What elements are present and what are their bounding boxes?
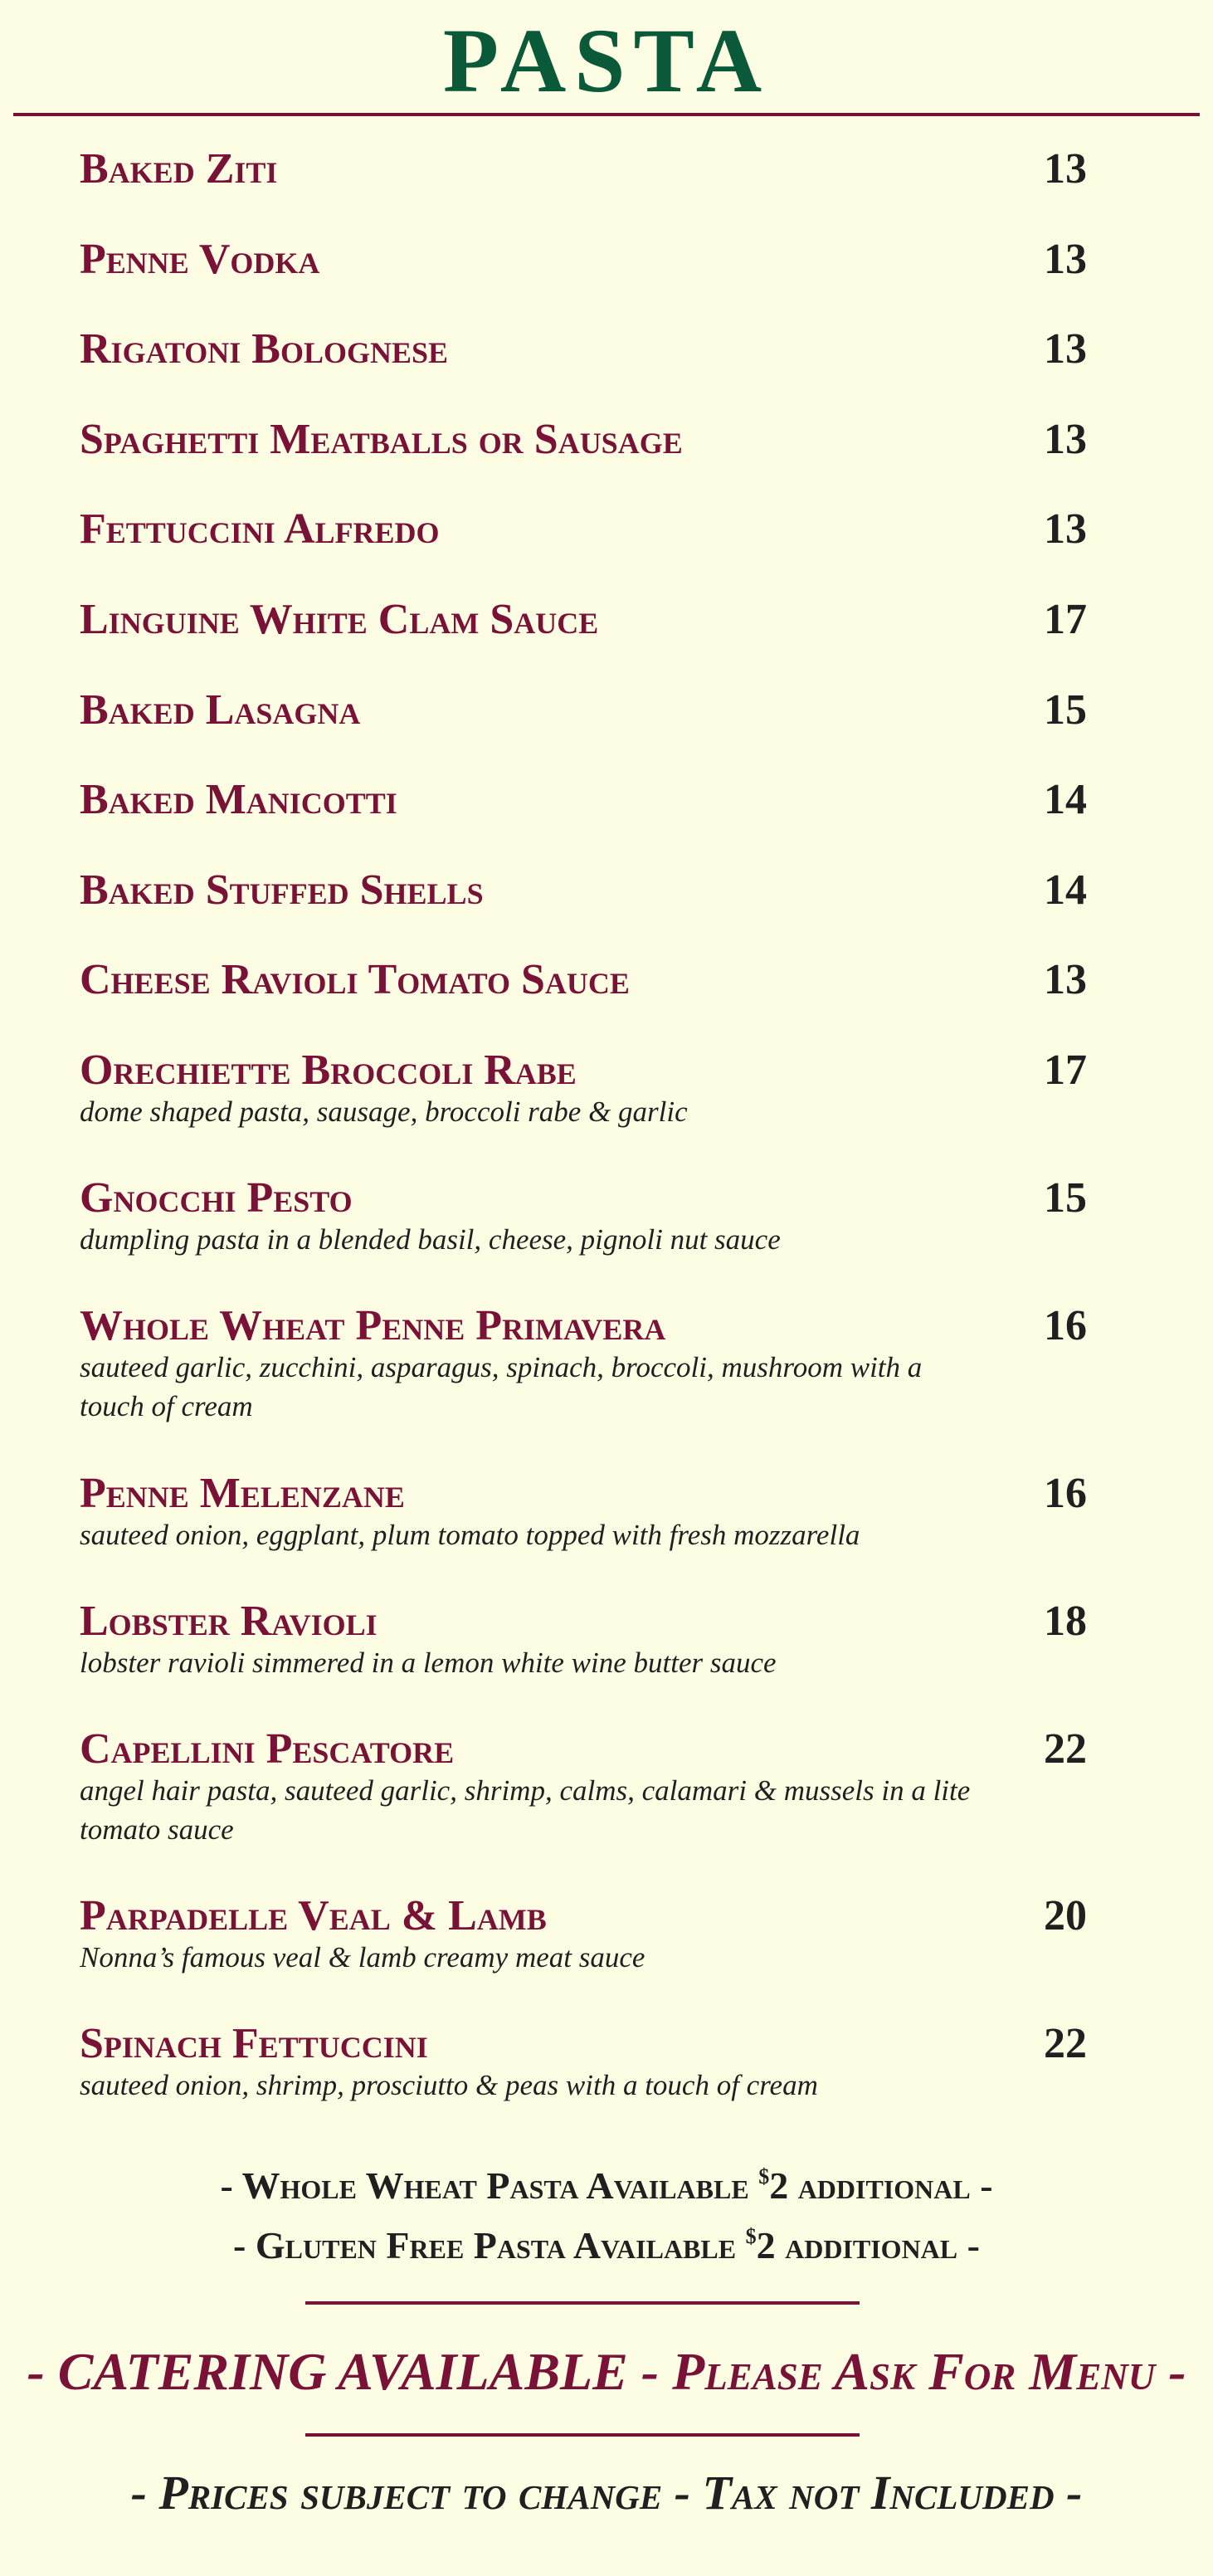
catering-ask-text: Please Ask For Menu - xyxy=(672,2342,1186,2401)
item-name: Capellini Pescatore xyxy=(80,1725,455,1773)
item-name: Parpadelle Veal & Lamb xyxy=(80,1892,547,1939)
item-description: angel hair pasta, sauteed garlic, shrimp, calms, calamari & mussels in a lite tomato sauce xyxy=(80,1774,971,1846)
whole-wheat-note-text: - Whole Wheat Pasta Available xyxy=(220,2164,759,2207)
item-price: 13 xyxy=(1044,505,1087,553)
catering-bottom-divider xyxy=(305,2433,860,2437)
item-price: 14 xyxy=(1044,866,1087,914)
item-price: 15 xyxy=(1044,686,1087,734)
item-name: Spinach Fettuccini xyxy=(80,2020,428,2067)
catering-main-text: - CATERING AVAILABLE - xyxy=(27,2342,673,2401)
item-description: sauteed garlic, zucchini, asparagus, spinach, broccoli, mushroom with a touch of cream xyxy=(80,1351,923,1422)
item-name: Rigatoni Bolognese xyxy=(80,325,449,373)
item-price: 22 xyxy=(1044,1725,1087,1773)
item-name: Baked Lasagna xyxy=(80,686,361,734)
item-description: dumpling pasta in a blended basil, cheese, pignoli nut sauce xyxy=(80,1223,781,1256)
item-name: Cheese Ravioli Tomato Sauce xyxy=(80,956,630,1003)
item-description: sauteed onion, eggplant, plum tomato topped with fresh mozzarella xyxy=(80,1519,860,1551)
gluten-free-note-price: 2 additional - xyxy=(756,2224,980,2266)
item-description: Nonna’s famous veal & lamb creamy meat sauce xyxy=(80,1941,645,1973)
item-name: Baked Ziti xyxy=(80,145,278,193)
item-name: Penne Vodka xyxy=(80,236,320,283)
item-price: 15 xyxy=(1044,1174,1087,1222)
item-name: Baked Manicotti xyxy=(80,776,397,823)
item-price: 17 xyxy=(1044,596,1087,643)
item-name: Orechiette Broccoli Rabe xyxy=(80,1046,577,1094)
item-name: Linguine White Clam Sauce xyxy=(80,596,599,643)
item-price: 13 xyxy=(1044,956,1087,1003)
catering-top-divider xyxy=(305,2301,860,2305)
item-price: 22 xyxy=(1044,2020,1087,2067)
title-divider xyxy=(13,113,1200,116)
item-name: Penne Melenzane xyxy=(80,1470,405,1517)
item-price: 16 xyxy=(1044,1302,1087,1349)
item-name: Lobster Ravioli xyxy=(80,1598,378,1645)
item-price: 18 xyxy=(1044,1598,1087,1645)
item-description: dome shaped pasta, sausage, broccoli rabe & garlic xyxy=(80,1095,688,1128)
prices-disclaimer: - Prices subject to change - Tax not Included - xyxy=(130,2466,1083,2520)
whole-wheat-note-price: 2 additional - xyxy=(769,2164,993,2207)
item-price: 13 xyxy=(1044,325,1087,373)
gluten-free-note-text: - Gluten Free Pasta Available xyxy=(233,2224,746,2266)
item-price: 20 xyxy=(1044,1892,1087,1939)
item-name: Fettuccini Alfredo xyxy=(80,505,440,553)
item-name: Baked Stuffed Shells xyxy=(80,866,484,914)
item-price: 13 xyxy=(1044,145,1087,193)
whole-wheat-currency: $ xyxy=(758,2164,770,2188)
item-price: 14 xyxy=(1044,776,1087,823)
item-name: Whole Wheat Penne Primavera xyxy=(80,1302,666,1349)
item-description: lobster ravioli simmered in a lemon white wine butter sauce xyxy=(80,1647,777,1679)
catering-banner xyxy=(0,2339,1213,2405)
item-name: Gnocchi Pesto xyxy=(80,1174,353,1222)
item-price: 16 xyxy=(1044,1470,1087,1517)
item-description: sauteed onion, shrimp, prosciutto & peas with a touch of cream xyxy=(80,2069,818,2101)
whole-wheat-note xyxy=(0,2163,1213,2209)
item-price: 13 xyxy=(1044,416,1087,463)
gluten-free-note xyxy=(0,2222,1213,2269)
gluten-free-currency: $ xyxy=(745,2224,757,2248)
item-price: 13 xyxy=(1044,236,1087,283)
item-name: Spaghetti Meatballs or Sausage xyxy=(80,416,683,463)
menu-title: PASTA xyxy=(442,10,771,111)
item-price: 17 xyxy=(1044,1046,1087,1094)
